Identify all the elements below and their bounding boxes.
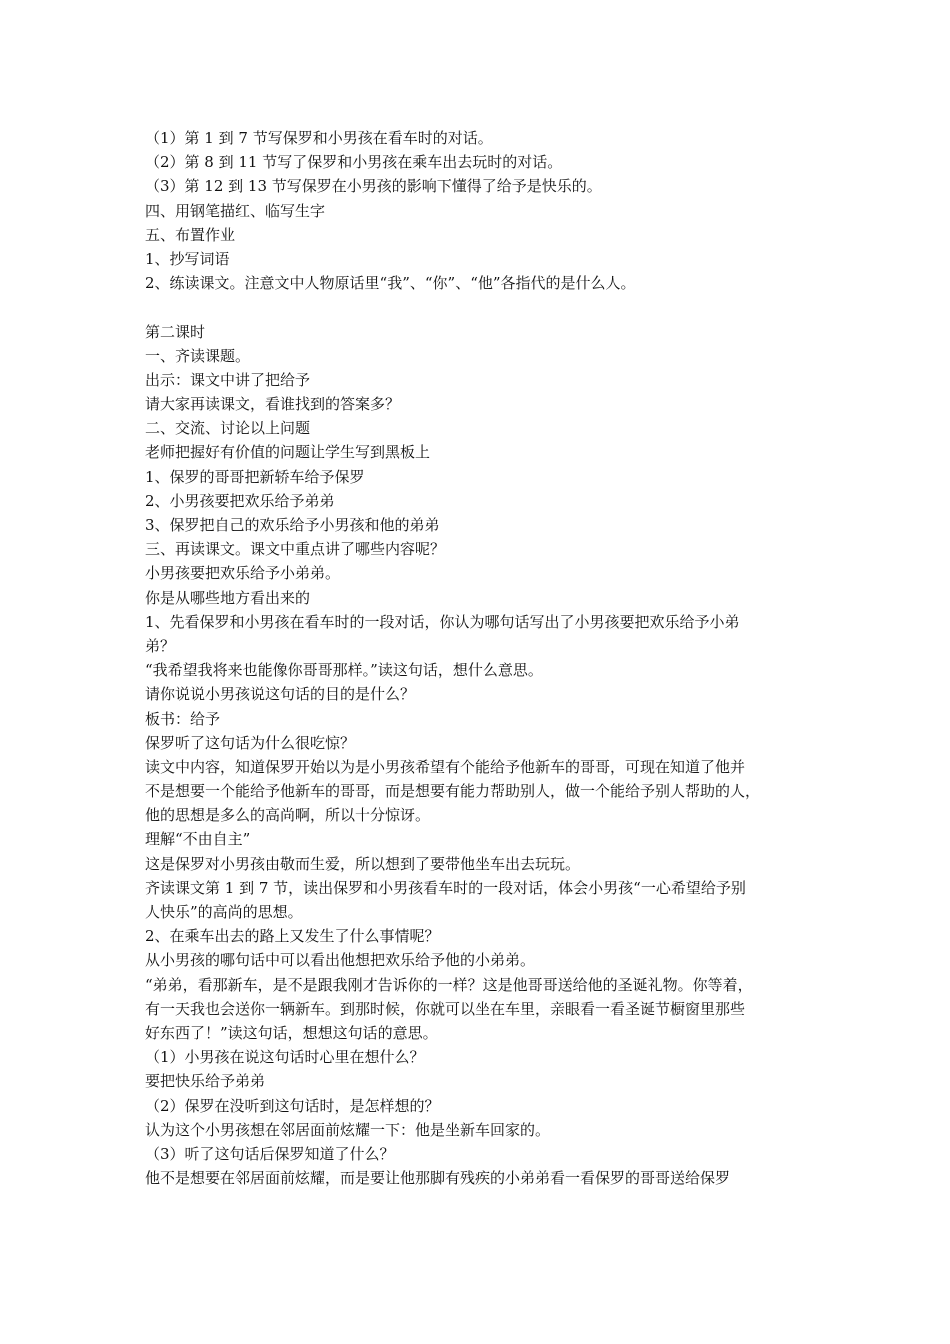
text-line: 人快乐”的高尚的思想。 [145, 903, 303, 921]
text-line: 请大家再读课文，看谁找到的答案多？ [145, 395, 401, 414]
text-line: 他不是想要在邻居面前炫耀，而是要让他那脚有残疾的小弟弟看一看保罗的哥哥送给保罗 [145, 1169, 731, 1188]
text-line: 保罗听了这句话为什么很吃惊？ [145, 733, 356, 752]
text-line: 3、保罗把自己的欢乐给予小男孩和他的弟弟 [145, 516, 440, 534]
blank-line [145, 295, 825, 319]
text-line: 1、保罗的哥哥把新轿车给予保罗 [145, 467, 365, 486]
text-line: 请你说说小男孩说这句话的目的是什么？ [145, 685, 416, 704]
text-line: 要把快乐给予弟弟 [145, 1072, 266, 1091]
text-line: 弟？ [145, 636, 176, 655]
text-line: （3）听了这句话后保罗知道了什么？ [145, 1144, 395, 1163]
text-line: （1）小男孩在说这句话时心里在想什么？ [145, 1048, 425, 1067]
text-line: “我希望我将来也能像你哥哥那样。”读这句话，想什么意思。 [145, 661, 543, 680]
text-line: 好东西了！”读这句话，想想这句话的意思。 [145, 1023, 438, 1042]
text-line: 不是想要一个能给予他新车的哥哥，而是想要有能力帮助别人，做一个能给予别人帮助的人， [145, 782, 761, 801]
text-line: 第二课时 [145, 322, 206, 341]
text-line: 板书：给予 [145, 709, 221, 728]
text-line: 2、练读课文。注意文中人物原话里“我”、“你”、“他”各指代的是什么人。 [145, 274, 636, 293]
text-line: 他的思想是多么的高尚啊，所以十分惊讶。 [145, 806, 431, 825]
text-line: 有一天我也会送你一辆新车。到那时候，你就可以坐在车里，亲眼看一看圣诞节橱窗里那些 [145, 999, 746, 1018]
text-line: 从小男孩的哪句话中可以看出他想把欢乐给予他的小弟弟。 [145, 951, 536, 970]
text-line: 1、抄写词语 [145, 249, 230, 268]
text-line: “弟弟，看那新车，是不是跟我刚才告诉你的一样？这是他哥哥送给他的圣诞礼物。你等着， [145, 975, 753, 994]
text-line: 你是从哪些地方看出来的 [145, 588, 311, 607]
text-line: 一、齐读课题。 [145, 346, 251, 365]
text-line: （2）保罗在没听到这句话时，是怎样想的？ [145, 1096, 440, 1115]
text-line: （1）第 1 到 7 节写保罗和小男孩在看车时的对话。 [145, 129, 493, 147]
text-line: 四、用钢笔描红、临写生字 [145, 201, 326, 220]
text-line: 老师把握好有价值的问题让学生写到黑板上 [145, 443, 431, 462]
text-line: （3）第 12 到 13 节写保罗在小男孩的影响下懂得了给予是快乐的。 [145, 177, 602, 196]
text-line: 理解“不由自主” [145, 830, 251, 849]
text-line: 读文中内容，知道保罗开始以为是小男孩希望有个能给予他新车的哥哥，可现在知道了他并 [145, 757, 746, 776]
text-line: 1、先看保罗和小男孩在看车时的一段对话，你认为哪句话写出了小男孩要把欢乐给予小弟 [145, 612, 740, 631]
text-line: 三、再读课文。课文中重点讲了哪些内容呢？ [145, 540, 446, 559]
text-line: 五、布置作业 [145, 225, 236, 244]
text-line: 二、交流、讨论以上问题 [145, 419, 311, 438]
text-line: 小男孩要把欢乐给予小弟弟。 [145, 564, 341, 583]
text-line: 2、在乘车出去的路上又发生了什么事情呢？ [145, 927, 440, 946]
text-line: 齐读课文第 1 到 7 节，读出保罗和小男孩看车时的一段对话，体会小男孩“一心希望给予别 [145, 878, 746, 897]
document-body [145, 126, 825, 1190]
text-line: 认为这个小男孩想在邻居面前炫耀一下：他是坐新车回家的。 [145, 1120, 551, 1139]
text-line: 2、小男孩要把欢乐给予弟弟 [145, 491, 335, 510]
text-line: 出示：课文中讲了把给予 [145, 370, 311, 389]
text-line: 这是保罗对小男孩由敬而生爱，所以想到了要带他坐车出去玩玩。 [145, 854, 581, 873]
text-line: （2）第 8 到 11 节写了保罗和小男孩在乘车出去玩时的对话。 [145, 153, 563, 172]
